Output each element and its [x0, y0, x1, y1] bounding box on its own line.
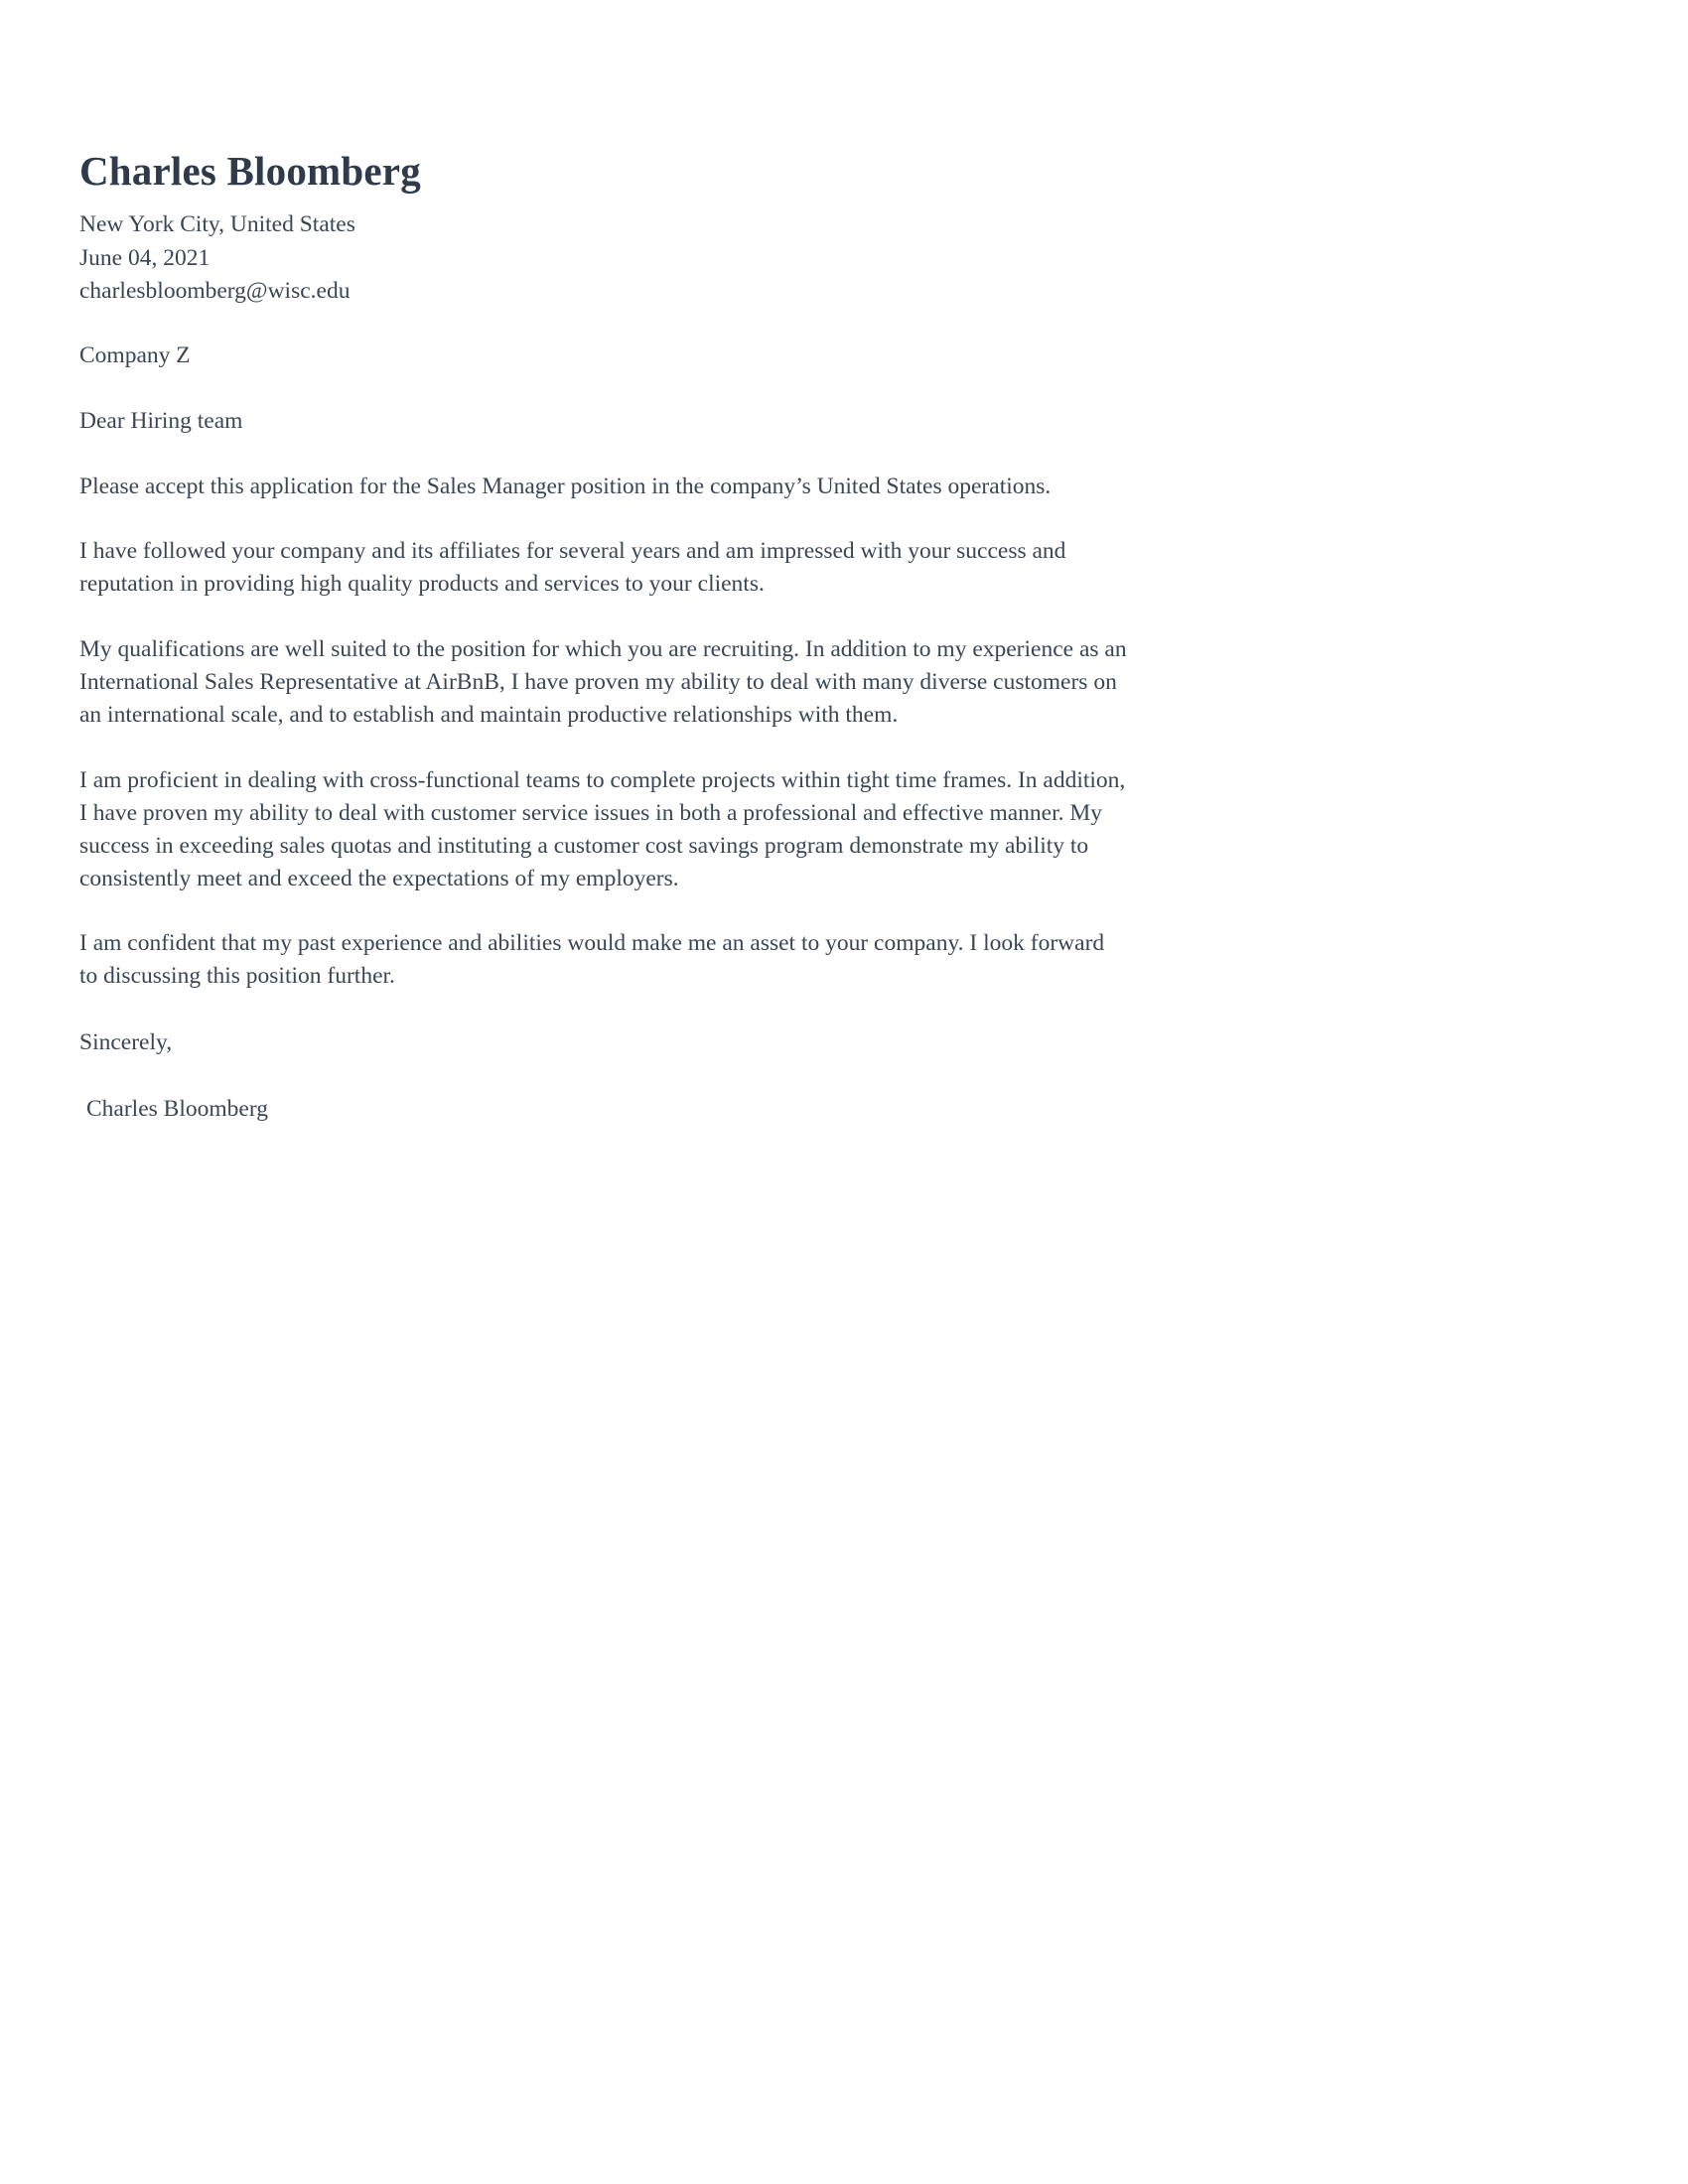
- spacer: [79, 894, 1127, 927]
- closing-phrase: Sincerely,: [79, 1029, 173, 1056]
- spacer: [79, 732, 1127, 764]
- spacer: [79, 601, 1127, 633]
- body-paragraph-4: I am proficient in dealing with cross-functional teams to complete projects within tight time frames. In addition, I have proven my ability to deal with customer service issues in both a professional and effective manner. My success in exceeding sales quotas and instituting a customer cost savings program demonstrate my ability to consistently meet and exceed the expectations of my employers.: [79, 766, 1126, 891]
- body-paragraph-5: I am confident that my past experience and abilities would make me an asset to your company. I look forward to discussing this position further.: [79, 930, 1105, 990]
- spacer: [79, 1059, 1127, 1092]
- body-paragraph-2: I have followed your company and its affiliates for several years and am impressed with your success and reputation in providing high quality products and services to your clients.: [79, 538, 1066, 598]
- addressee: Company Z: [79, 342, 191, 369]
- spacer: [79, 993, 1127, 1025]
- spacer: [79, 502, 1127, 535]
- salutation: Dear Hiring team: [79, 407, 243, 434]
- spacer: [79, 373, 1127, 404]
- contact-block: [79, 208, 1127, 308]
- contact-location: New York City, United States: [79, 211, 355, 238]
- spacer: [79, 308, 1127, 339]
- signature-name: Charles Bloomberg: [86, 1096, 268, 1123]
- body-paragraph-1: Please accept this application for the Sales Manager position in the company’s United States operations.: [79, 473, 1052, 499]
- page-title: Charles Bloomberg: [79, 148, 421, 194]
- contact-email: charlesbloomberg@wisc.edu: [79, 278, 351, 305]
- spacer: [79, 438, 1127, 471]
- cover-letter-body: [79, 147, 1127, 1126]
- contact-date: June 04, 2021: [79, 244, 211, 271]
- body-paragraph-3: My qualifications are well suited to the position for which you are recruiting. In addition to my experience as an International Sales Representative at AirBnB, I have proven my ability to deal with many diverse customers on an international scale, and to establish and maintain productive relationships with them.: [79, 636, 1127, 729]
